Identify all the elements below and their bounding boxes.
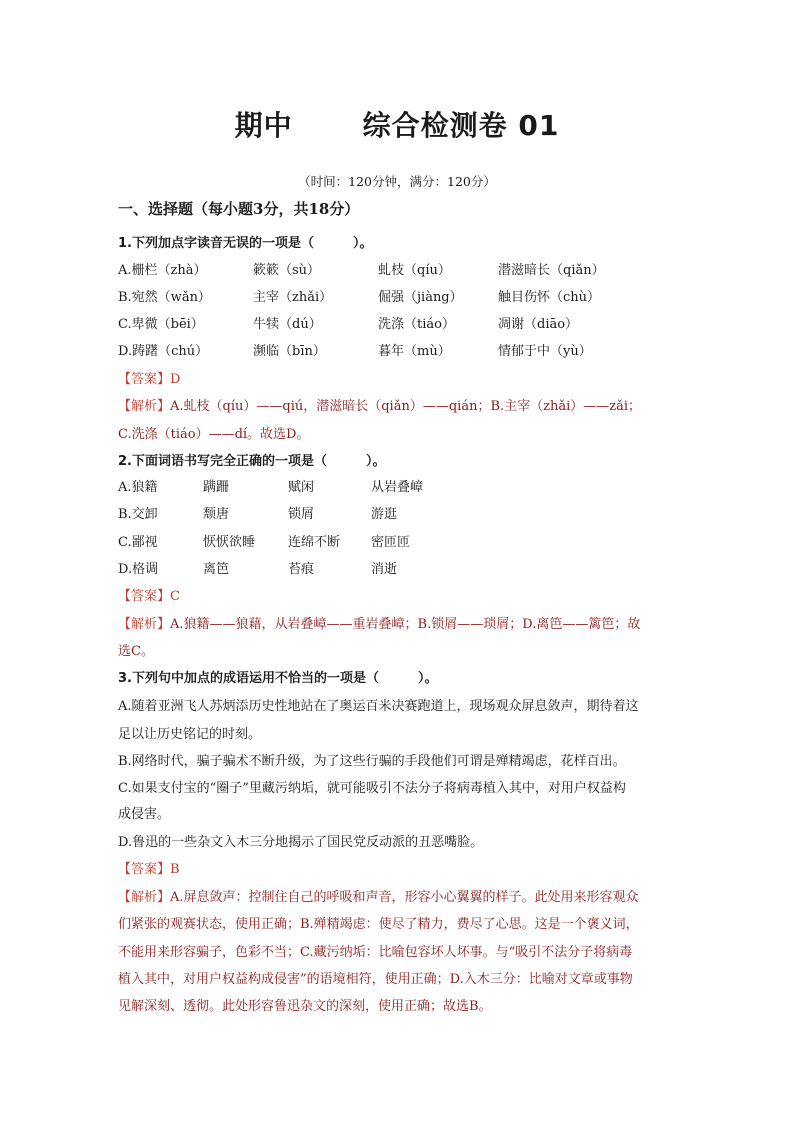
- q1-b-2: 主宰（zhǎi）: [253, 290, 333, 305]
- analysis-label: 【解析】: [118, 890, 171, 905]
- q2-answer: [118, 585, 180, 604]
- q1-d-4: 情郁于中（yù）: [498, 344, 592, 359]
- q1-b-3: 倔强（jiàng）: [378, 290, 463, 305]
- title-part-2: 综合检测卷 01: [362, 109, 560, 142]
- q1-a-2: 簌簌（sù）: [253, 263, 321, 278]
- q1-b-4: 触目伤怀（chù）: [498, 290, 601, 305]
- q3-analysis-line-5: 见解深刻、透彻。此处形容鲁迅杂文的深刻，使用正确；故选B。: [118, 999, 492, 1014]
- q1-d-2: 濒临（bīn）: [253, 344, 326, 359]
- question-2-stem: 2.下面词语书写完全正确的一项是（ ）。: [118, 454, 386, 469]
- q2-c-2: 恹恹欲睡: [203, 535, 256, 550]
- answer-label: 【答案】: [118, 589, 171, 604]
- answer-label: 【答案】: [118, 862, 171, 877]
- q2-b-3: 锁屑: [288, 507, 315, 522]
- q1-a-1: A.栅栏（zhà）: [118, 263, 207, 278]
- q2-analysis-line-1: [118, 613, 640, 632]
- q2-d-4: 消逝: [371, 562, 398, 577]
- q2-c-3: 连绵不断: [288, 535, 341, 550]
- q3-option-a-line-2: 足以让历史铭记的时刻。: [118, 727, 262, 742]
- q1-a-4: 潜滋暗长（qiǎn）: [498, 263, 605, 278]
- q1-c-1: C.卑微（bēi）: [118, 317, 204, 332]
- q2-a-2: 蹒跚: [203, 480, 230, 495]
- q3-option-a-line-1: A.随着亚洲飞人苏炳添历史性地站在了奥运百米决赛跑道上，现场观众屏息敛声，期待着这: [118, 699, 639, 714]
- exam-time-info: （时间：120分钟，满分：120分）: [298, 174, 496, 189]
- answer-value: B: [170, 862, 180, 877]
- q3-option-c-line-1: C.如果支付宝的“圈子”里藏污纳垢，就可能吸引不法分子将病毒植入其中，对用户权益构: [118, 781, 626, 796]
- q1-answer: [118, 368, 180, 387]
- q1-c-3: 洗涤（tiáo）: [378, 317, 455, 332]
- answer-label: 【答案】: [118, 372, 171, 387]
- q3-answer: [118, 858, 180, 877]
- page-title: [0, 104, 794, 144]
- q3-option-b: B.网络时代，骗子骗术不断升级，为了这些行骗的手段他们可谓是殚精竭虑，花样百出。: [118, 754, 626, 769]
- q2-analysis-line-2: 选C。: [118, 644, 154, 659]
- q3-analysis-line-3: 不能用来形容骗子，色彩不当；C.藏污纳垢：比喻包容坏人坏事。与“吸引不法分子将病毒: [118, 945, 633, 960]
- q2-a-1: A.狼籍: [118, 480, 158, 495]
- q2-a-3: 赋闲: [288, 480, 315, 495]
- analysis-text: A.狼籍——狼藉，从岩叠嶂——重岩叠嶂；B.锁屑——琐屑；D.离笆——篱笆；故: [170, 617, 641, 632]
- q1-d-3: 暮年（mù）: [378, 344, 451, 359]
- q3-option-d: D.鲁迅的一些杂文入木三分地揭示了国民党反动派的丑恶嘴脸。: [118, 835, 484, 850]
- q1-a-3: 虬枝（qíu）: [378, 263, 451, 278]
- q3-analysis-line-4: 植入其中，对用户权益构成侵害”的语境相符，使用正确；D.入木三分：比喻对文章或事物: [118, 972, 633, 987]
- q1-analysis-line-1: [118, 395, 641, 414]
- q2-b-2: 颓唐: [203, 507, 230, 522]
- q3-analysis-line-1: [118, 886, 639, 905]
- q2-c-4: 密匝匝: [371, 535, 411, 550]
- analysis-text: A.虬枝（qíu）——qiú，潜滋暗长（qiǎn）——qián；B.主宰（zhǎi）——zǎi；: [170, 399, 642, 414]
- q1-c-2: 牛犊（dú）: [253, 317, 322, 332]
- question-1-stem: 1.下列加点字读音无误的一项是（ ）。: [118, 236, 373, 251]
- answer-value: D: [170, 372, 181, 387]
- q2-c-1: C.鄙视: [118, 535, 158, 550]
- q3-option-c-line-2: 成侵害。: [118, 807, 171, 822]
- q2-d-3: 苔痕: [288, 562, 315, 577]
- q2-d-1: D.格调: [118, 562, 159, 577]
- q2-a-4: 从岩叠嶂: [371, 480, 424, 495]
- q2-d-2: 离笆: [203, 562, 230, 577]
- q2-b-1: B.交卸: [118, 507, 158, 522]
- analysis-text: A.屏息敛声：控制住自己的呼吸和声音，形容小心翼翼的样子。此处用来形容观众: [170, 890, 639, 905]
- question-3-stem: 3.下列句中加点的成语运用不恰当的一项是（ ）。: [118, 671, 438, 686]
- q1-c-4: 凋谢（diāo）: [498, 317, 579, 332]
- analysis-label: 【解析】: [118, 617, 171, 632]
- q1-analysis-line-2: C.洗涤（tiáo）——dí。故选D。: [118, 427, 310, 442]
- q3-analysis-line-2: 们紧张的观赛状态，使用正确；B.殚精竭虑：使尽了精力，费尽了心思。这是一个褒义词，: [118, 917, 639, 932]
- section-heading: 一、选择题（每小题3分，共18分）: [118, 200, 360, 218]
- title-part-1: 期中: [234, 109, 293, 142]
- q1-b-1: B.宛然（wǎn）: [118, 290, 211, 305]
- q2-b-4: 游逛: [371, 507, 398, 522]
- analysis-label: 【解析】: [118, 399, 171, 414]
- q1-d-1: D.踌躇（chú）: [118, 344, 209, 359]
- answer-value: C: [170, 589, 180, 604]
